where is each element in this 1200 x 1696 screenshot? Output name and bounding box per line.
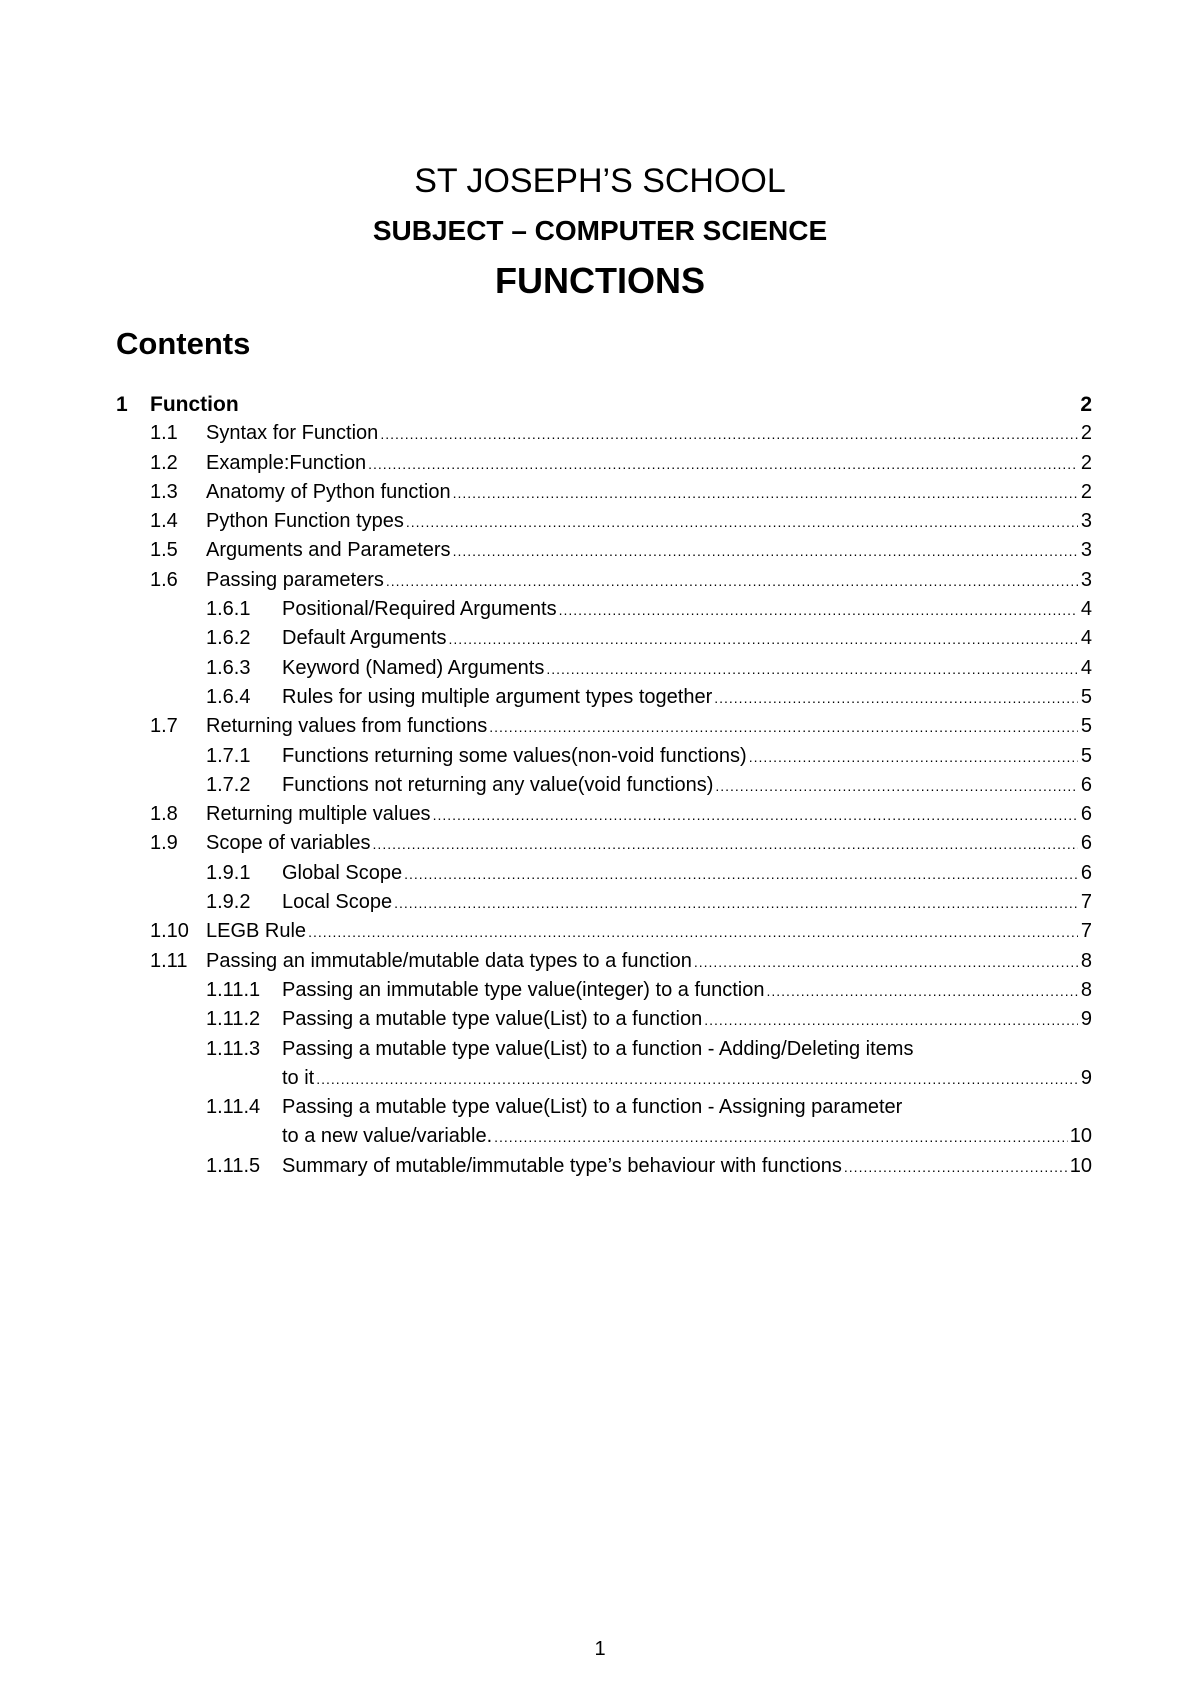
toc-page: 9 (1080, 1008, 1092, 1031)
toc-page: 5 (1080, 685, 1092, 708)
toc-leader (380, 420, 1078, 449)
toc-label: Passing parameters (206, 568, 384, 591)
toc-leader (386, 567, 1078, 596)
toc-entry-1-8[interactable] (116, 800, 1092, 829)
toc-page: 8 (1080, 978, 1092, 1001)
toc-entry-1-7-2[interactable] (116, 771, 1092, 800)
toc-leader (394, 889, 1078, 918)
toc-page: 6 (1080, 861, 1092, 884)
toc-entry-1-11-3[interactable] (116, 1035, 1092, 1064)
toc-entry-1-10[interactable] (116, 917, 1092, 946)
toc-entry-1-11[interactable] (116, 947, 1092, 976)
toc-leader (406, 508, 1078, 537)
toc-leader (714, 684, 1078, 713)
toc-number: 1.6.1 (206, 598, 251, 621)
toc-label: Positional/Required Arguments (282, 598, 557, 621)
toc-number: 1.6.2 (206, 627, 251, 650)
document-title: FUNCTIONS (495, 260, 705, 301)
toc-leader (546, 655, 1078, 684)
toc-entry-1-11-4[interactable] (116, 1093, 1092, 1122)
toc-label: Passing a mutable type value(List) to a function (282, 1008, 703, 1031)
toc-label: Syntax for Function (206, 422, 379, 445)
toc-label: Anatomy of Python function (206, 480, 451, 503)
toc-leader (694, 948, 1078, 977)
toc-label: Arguments and Parameters (206, 539, 451, 562)
toc-entry-1-11-3-continuation[interactable] (116, 1064, 1092, 1093)
page-number: 1 (594, 1638, 606, 1660)
toc-label: LEGB Rule (206, 920, 307, 943)
toc-page: 4 (1080, 627, 1092, 650)
toc-page: 5 (1080, 715, 1092, 738)
toc-number: 1.11 (150, 949, 188, 972)
toc-label: Example:Function (206, 451, 367, 474)
toc-page: 2 (1080, 480, 1092, 503)
toc-number: 1.2 (150, 451, 178, 474)
toc-label: Passing a mutable type value(List) to a function - Adding/Deleting items (282, 1037, 914, 1060)
toc-number: 1.11.5 (206, 1154, 261, 1177)
toc-number: 1.6.4 (206, 685, 251, 708)
toc-page: 2 (1080, 422, 1092, 445)
toc-entry-1-1[interactable] (116, 419, 1092, 448)
toc-leader (404, 860, 1078, 889)
toc-number: 1.11.1 (206, 978, 261, 1001)
toc-entry-1-7-1[interactable] (116, 742, 1092, 771)
toc-number: 1.7.2 (206, 773, 251, 796)
toc-label: Default Arguments (282, 627, 447, 650)
toc-entry-1-11-4-continuation[interactable] (116, 1122, 1092, 1151)
toc-number: 1.7 (150, 715, 178, 738)
toc-label: Global Scope (282, 861, 403, 884)
toc-entry-1-2[interactable] (116, 449, 1092, 478)
toc-number: 1.8 (150, 803, 178, 826)
toc-leader (453, 537, 1078, 566)
toc-leader (449, 625, 1078, 654)
toc-page: 5 (1080, 744, 1092, 767)
toc-leader (453, 479, 1078, 508)
toc-label: Functions not returning any value(void functions) (282, 773, 714, 796)
toc-entry-1-7[interactable] (116, 712, 1092, 741)
toc-leader (308, 918, 1078, 947)
toc-page: 3 (1080, 539, 1092, 562)
toc-label: Passing an immutable/mutable data types to a function (206, 949, 692, 972)
toc-leader (749, 743, 1078, 772)
toc-entry-1-6-4[interactable] (116, 683, 1092, 712)
toc-label: Summary of mutable/immutable type’s behaviour with functions (282, 1154, 842, 1177)
school-title: ST JOSEPH’S SCHOOL (414, 162, 786, 200)
toc-page: 8 (1080, 949, 1092, 972)
toc-leader (715, 772, 1078, 801)
toc-page: 10 (1069, 1125, 1092, 1148)
toc-entry-1-9-2[interactable] (116, 888, 1092, 917)
toc-label: Rules for using multiple argument types together (282, 685, 713, 708)
toc-label: Function (150, 393, 239, 416)
toc-number: 1.9.1 (206, 861, 251, 884)
toc-leader (433, 801, 1078, 830)
toc-label: Returning values from functions (206, 715, 488, 738)
toc-entry-1-3[interactable] (116, 478, 1092, 507)
toc-leader (844, 1153, 1068, 1182)
toc-entry-1-9-1[interactable] (116, 859, 1092, 888)
toc-entry-1-6-1[interactable] (116, 595, 1092, 624)
table-of-contents (116, 390, 1092, 1181)
subject-title: SUBJECT – COMPUTER SCIENCE (372, 215, 828, 246)
toc-page: 6 (1080, 803, 1092, 826)
toc-entry-1-6-3[interactable] (116, 654, 1092, 683)
toc-leader (494, 1123, 1068, 1152)
toc-entry-1-5[interactable] (116, 536, 1092, 565)
toc-number: 1.9.2 (206, 891, 251, 914)
toc-page: 2 (1080, 393, 1092, 416)
toc-number: 1.3 (150, 480, 178, 503)
toc-page: 3 (1080, 568, 1092, 591)
toc-page: 7 (1080, 920, 1092, 943)
toc-number: 1.4 (150, 510, 178, 533)
toc-entry-1[interactable] (116, 390, 1092, 419)
toc-number: 1.7.1 (206, 744, 251, 767)
toc-label: Returning multiple values (206, 803, 431, 826)
toc-label-continued: to it (282, 1066, 315, 1089)
toc-label-continued: to a new value/variable. (282, 1125, 493, 1148)
toc-number: 1.1 (150, 422, 178, 445)
toc-leader (559, 596, 1078, 625)
toc-number: 1.11.4 (206, 1096, 261, 1119)
toc-leader (316, 1065, 1078, 1094)
toc-page: 4 (1080, 656, 1092, 679)
toc-page: 3 (1080, 510, 1092, 533)
toc-number: 1.9 (150, 832, 178, 855)
toc-label: Local Scope (282, 891, 393, 914)
toc-number: 1.11.3 (206, 1037, 261, 1060)
contents-heading: Contents (116, 326, 251, 361)
toc-page: 6 (1080, 773, 1092, 796)
toc-leader (373, 830, 1078, 859)
toc-label: Keyword (Named) Arguments (282, 656, 545, 679)
toc-entry-1-4[interactable] (116, 507, 1092, 536)
toc-number: 1 (116, 393, 128, 416)
toc-number: 1.6.3 (206, 656, 251, 679)
toc-number: 1.6 (150, 568, 178, 591)
toc-leader (489, 713, 1078, 742)
toc-page: 7 (1080, 891, 1092, 914)
toc-label: Python Function types (206, 510, 404, 533)
toc-leader (368, 450, 1078, 479)
toc-number: 1.10 (150, 920, 189, 943)
toc-number: 1.11.2 (206, 1008, 261, 1031)
toc-entry-1-11-1[interactable] (116, 976, 1092, 1005)
toc-label: Passing an immutable type value(integer) to a function (282, 978, 765, 1001)
toc-label: Functions returning some values(non-void functions) (282, 744, 747, 767)
toc-label: Passing a mutable type value(List) to a function - Assigning parameter (282, 1096, 903, 1119)
toc-page: 6 (1080, 832, 1092, 855)
toc-label: Scope of variables (206, 832, 371, 855)
toc-entry-1-11-5[interactable] (116, 1152, 1092, 1181)
toc-leader (704, 1006, 1078, 1035)
toc-entry-1-11-2[interactable] (116, 1005, 1092, 1034)
toc-entry-1-9[interactable] (116, 829, 1092, 858)
toc-leader (767, 977, 1079, 1006)
toc-entry-1-6-2[interactable] (116, 624, 1092, 653)
toc-number: 1.5 (150, 539, 178, 562)
toc-page: 9 (1080, 1066, 1092, 1089)
toc-page: 4 (1080, 598, 1092, 621)
toc-entry-1-6[interactable] (116, 566, 1092, 595)
toc-page: 2 (1080, 451, 1092, 474)
toc-page: 10 (1069, 1154, 1092, 1177)
